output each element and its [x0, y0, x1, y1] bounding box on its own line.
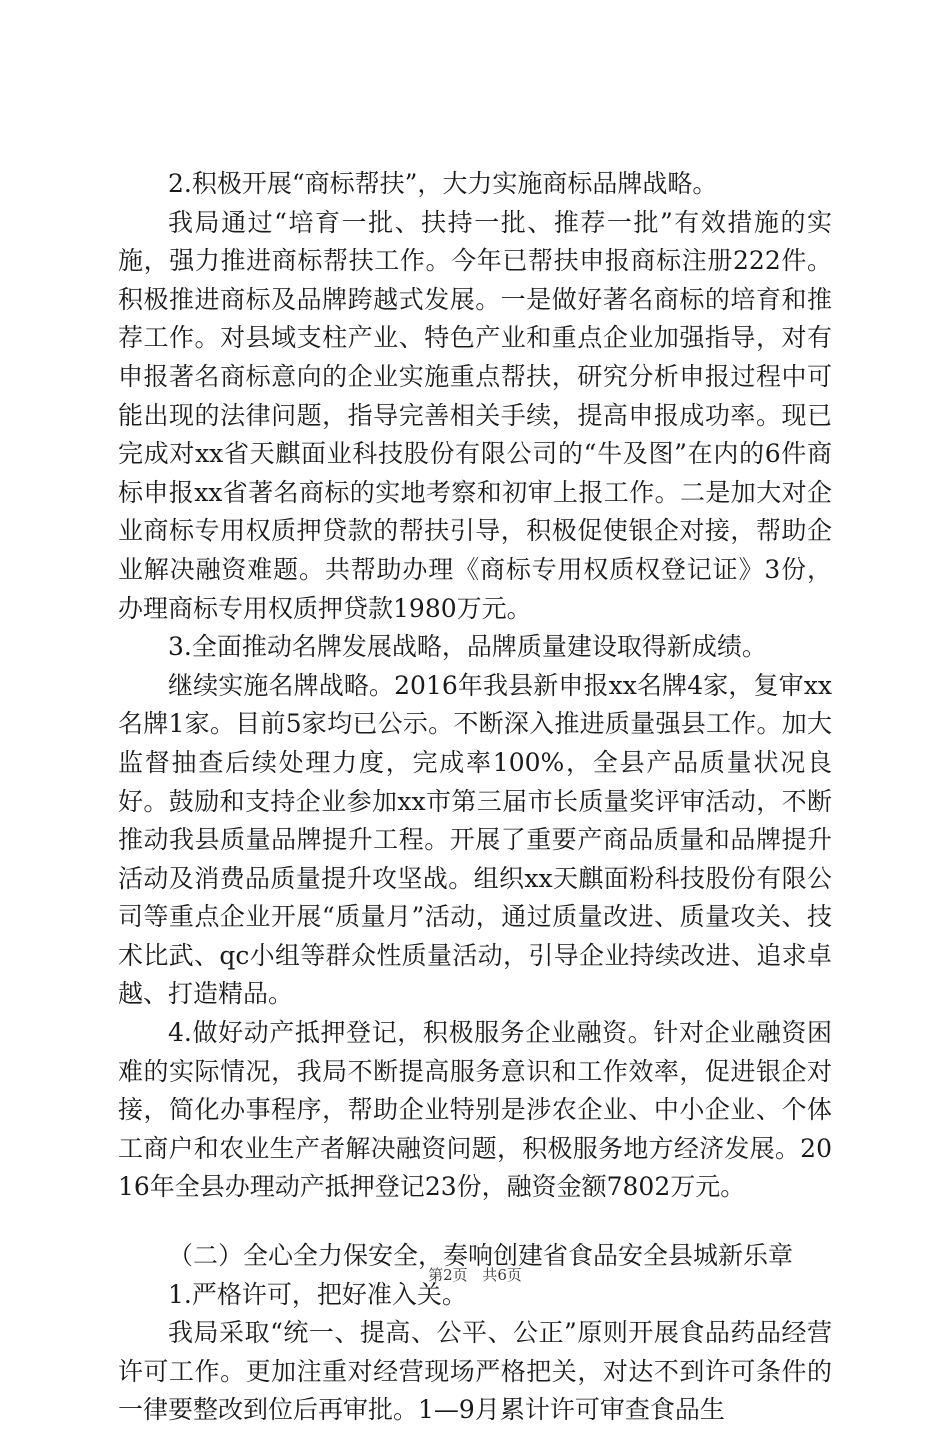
paragraph-licensing: 我局采取“统一、提高、公平、公正”原则开展食品药品经营许可工作。更加注重对经营现场严格把关，对达不到许可条件的一律要整改到位后再审批。1—9月累计许可审查食品生: [118, 1318, 832, 1425]
document-body: [118, 165, 832, 1430]
paragraph-spacer: [118, 1207, 832, 1237]
paragraph-chattel-mortgage: 4.做好动产抵押登记，积极服务企业融资。针对企业融资困难的实际情况，我局不断提高服务意识和工作效率，促进银企对接，简化办事程序，帮助企业特别是涉农企业、中小企业、个体工商户和农业生产者解决融资问题，积极服务地方经济发展。2016年全县办理动产抵押登记23份，融资金额7802万元。: [118, 1018, 832, 1202]
page-footer: [0, 1264, 950, 1285]
paragraph-trademark-assistance: 我局通过“培育一批、扶持一批、推荐一批”有效措施的实施，强力推进商标帮扶工作。今年已帮扶申报商标注册222件。积极推进商标及品牌跨越式发展。一是做好著名商标的培育和推荐工作。对县域支柱产业、特色产业和重点企业加强指导，对有申报著名商标意向的企业实施重点帮扶，研究分析申报过程中可能出现的法律问题，指导完善相关手续，提高申报成功率。现已完成对xx省天麒面业科技股份有限公司的“牛及图”在内的6件商标申报xx省著名商标的实地考察和初审上报工作。二是加大对企业商标专用权质押贷款的帮扶引导，积极促使银企对接，帮助企业解决融资难题。共帮助办理《商标专用权质权登记证》3份，办理商标专用权质押贷款1980万元。: [118, 207, 832, 623]
page-total: 共6页: [482, 1266, 522, 1284]
section-heading-brand: 3.全面推动名牌发展战略，品牌质量建设取得新成绩。: [168, 632, 767, 662]
page-number: 第2页: [428, 1266, 468, 1284]
section-heading-trademark: 2.积极开展“商标帮扶”，大力实施商标品牌战略。: [168, 169, 718, 198]
section-heading-licensing: 1.严格许可，把好准入关。: [168, 1279, 467, 1309]
chapter-heading-food-safety: （二）全心全力保安全，奏响创建省食品安全县城新乐章: [168, 1241, 794, 1271]
paragraph-brand-strategy: 继续实施名牌战略。2016年我县新申报xx名牌4家，复审xx名牌1家。目前5家均已公示。不断深入推进质量强县工作。加大监督抽查后续处理力度，完成率100%，全县产品质量状况良好。鼓励和支持企业参加xx市第三届市长质量奖评审活动，不断推动我县质量品牌提升工程。开展了重要产商品质量和品牌提升活动及消费品质量提升攻坚战。组织xx天麒面粉科技股份有限公司等重点企业开展“质量月”活动，通过质量改进、质量攻关、技术比武、qc小组等群众性质量活动，引导企业持续改进、追求卓越、打造精品。: [118, 670, 832, 1009]
